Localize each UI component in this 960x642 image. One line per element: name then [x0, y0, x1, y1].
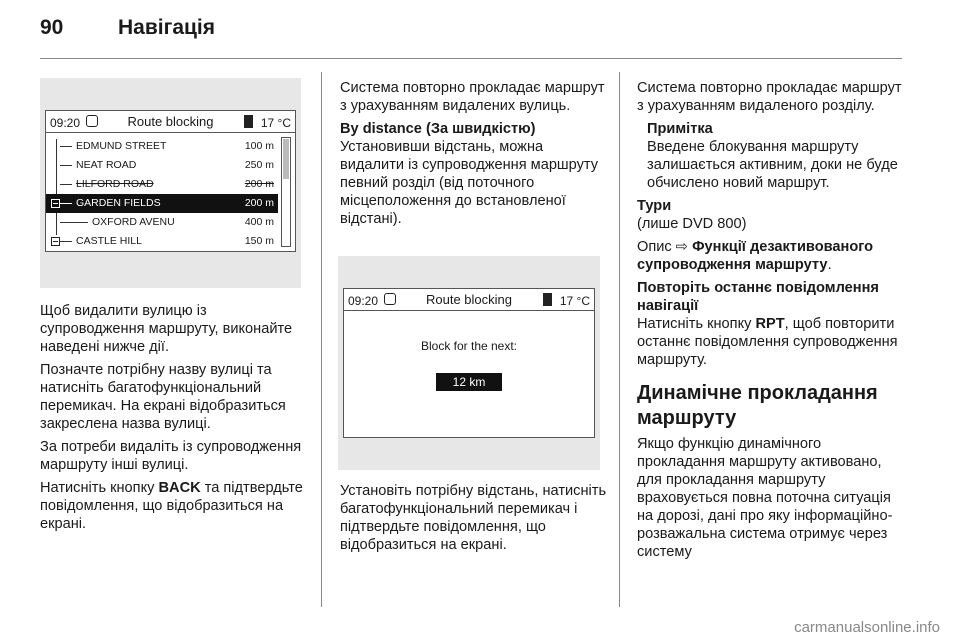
paragraph	[40, 479, 310, 533]
scrollbar-thumb	[283, 139, 289, 179]
list-item[interactable]	[46, 194, 278, 213]
temperature: 17 °C	[260, 116, 291, 130]
street-distance: 200 m	[244, 197, 274, 209]
list-item[interactable]	[46, 175, 278, 194]
watermark: carmanualsonline.info	[794, 619, 940, 636]
collapse-box-icon	[51, 237, 60, 246]
street-distance: 400 m	[244, 216, 274, 228]
screen-title: Route blocking	[426, 292, 512, 307]
rpt-key: RPT	[755, 316, 785, 332]
column-2	[340, 79, 608, 233]
subheading: By distance (За швидкістю)	[340, 121, 536, 137]
tree-branch-icon	[60, 184, 72, 185]
list-item[interactable]	[46, 156, 278, 175]
column-2-lower	[340, 482, 608, 559]
tree-branch-icon	[60, 146, 72, 147]
column-divider-1	[321, 72, 322, 607]
column-1	[40, 302, 310, 538]
street-name: EDMUND STREET	[76, 140, 167, 152]
display-screen	[45, 110, 296, 252]
page-header	[40, 16, 216, 40]
route-blocking-distance-figure	[338, 256, 600, 470]
paragraph	[637, 315, 905, 369]
subheading: Повторіть останнє повідомлення навігації	[637, 280, 879, 314]
street-distance: 200 m	[244, 178, 274, 190]
tree-branch-icon	[60, 165, 72, 166]
paragraph: Щоб видалити вулицю із супроводження маршруту, виконайте наведені нижче дії.	[40, 303, 293, 355]
text: , щоб повторити останнє повідомлення супроводження маршруту.	[637, 316, 898, 368]
text: .	[827, 257, 832, 273]
column-divider-2	[619, 72, 620, 607]
distance-value: 12 km	[436, 373, 502, 391]
page-number: 90	[40, 16, 64, 39]
tree-branch-icon	[60, 241, 72, 242]
arrow-icon: ⇨	[675, 239, 688, 255]
street-distance: 250 m	[244, 159, 274, 171]
phone-icon	[543, 293, 552, 306]
street-distance: 100 m	[244, 140, 274, 152]
tours-subtitle: (лише DVD 800)	[637, 216, 747, 232]
text: Опис	[637, 239, 676, 255]
text: та підтвердьте повідомлення, що відобразиться на екрані.	[40, 480, 303, 532]
note-text: Введене блокування маршруту залишається активним, доки не буде обчислено новий маршрут.	[647, 139, 898, 191]
temperature: 17 °C	[559, 294, 590, 308]
column-3	[637, 79, 905, 566]
section-heading: Динамічне прокладання маршруту	[637, 382, 878, 429]
scrollbar	[281, 137, 291, 247]
street-name: CASTLE HILL	[76, 235, 142, 247]
collapse-box-icon	[51, 199, 60, 208]
street-name: OXFORD AVENU	[92, 216, 175, 228]
status-bar	[344, 289, 594, 311]
paragraph	[637, 238, 905, 274]
street-name: GARDEN FIELDS	[76, 197, 161, 209]
note-box	[637, 120, 905, 192]
header-rule	[40, 58, 902, 59]
page-title: Навігація	[118, 16, 216, 39]
list-item[interactable]	[46, 213, 278, 232]
paragraph: Установивши відстань, можна видалити із супроводження маршруту певний розділ (від поточного місцеположення до встановленої відстані).	[340, 139, 599, 227]
back-key: BACK	[158, 480, 201, 496]
screen-title: Route blocking	[127, 114, 214, 129]
clock: 09:20	[50, 116, 81, 130]
clock: 09:20	[348, 294, 379, 308]
cross-reference: Функції дезактивованого супроводження маршруту	[637, 239, 874, 273]
route-blocking-list-figure	[40, 78, 301, 288]
block-prompt: Block for the next:	[420, 339, 518, 353]
street-name: NEAT ROAD	[76, 159, 137, 171]
status-bar	[46, 111, 295, 133]
display-screen	[343, 288, 595, 438]
list-item[interactable]	[46, 137, 278, 156]
tree-branch-icon	[60, 203, 72, 204]
street-distance: 150 m	[244, 235, 274, 247]
text: Натисніть кнопку	[637, 316, 756, 332]
street-name: LILFORD ROAD	[76, 178, 154, 190]
paragraph: Якщо функцію динамічного прокладання маршруту активовано, для прокладання маршруту враховується повна поточна ситуація на дорозі, дані про яку інформаційно-розважальна система отримує через систему	[637, 436, 893, 560]
phone-icon	[244, 115, 253, 128]
list-item[interactable]	[46, 232, 278, 251]
text: Натисніть кнопку	[40, 480, 159, 496]
note-heading: Примітка	[647, 121, 713, 137]
paragraph: Установіть потрібну відстань, натисніть багатофункціональний перемикач і підтвердьте повідомлення, що відобразиться на екрані.	[340, 483, 607, 553]
paragraph: Система повторно прокладає маршрут з урахуванням видалених вулиць.	[340, 80, 605, 114]
tree-branch-icon	[60, 222, 88, 223]
tours-heading: Тури	[637, 198, 672, 214]
paragraph: Система повторно прокладає маршрут з урахуванням видаленого розділу.	[637, 80, 902, 114]
paragraph: За потреби видаліть із супроводження маршруту інші вулиці.	[40, 439, 302, 473]
paragraph: Позначте потрібну назву вулиці та натисніть багатофункціональний перемикач. На екрані відобразиться закреслена назва вулиці.	[40, 362, 286, 432]
